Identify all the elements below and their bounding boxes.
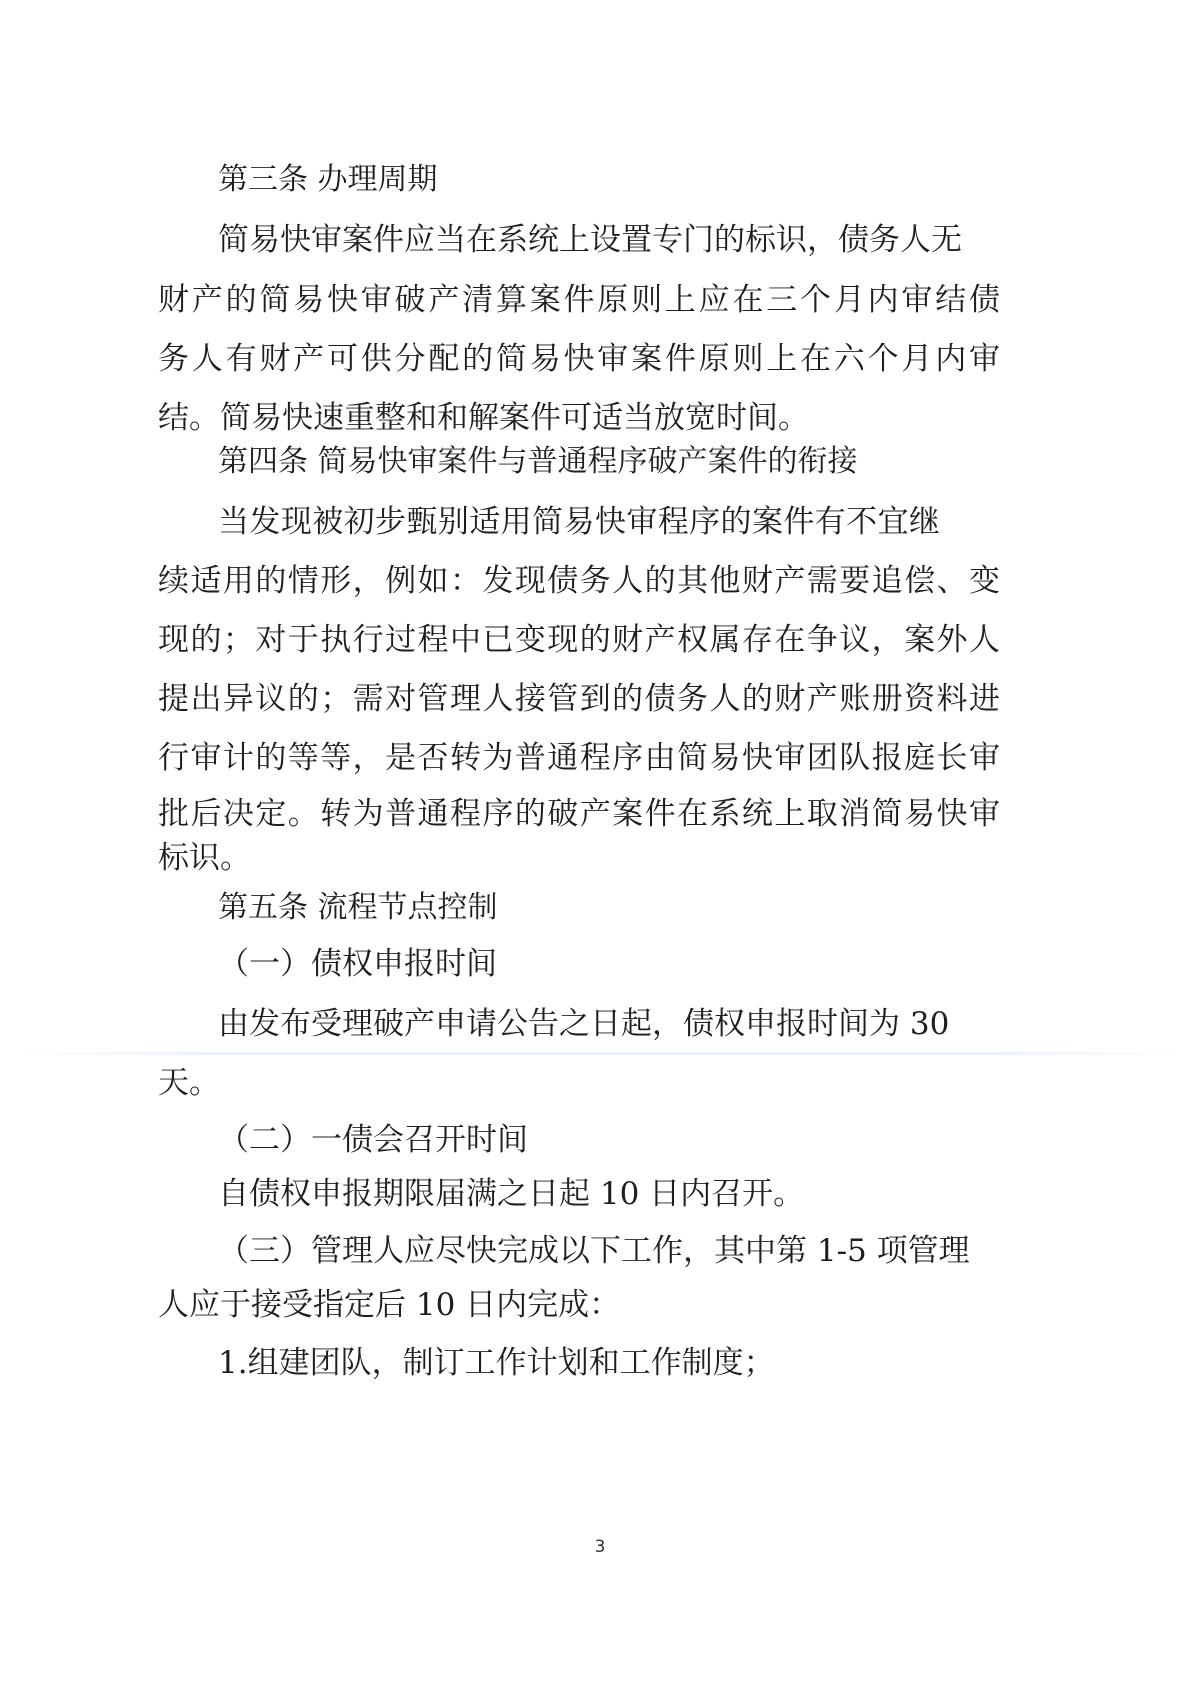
article-5-sub2-line-1: 自债权申报期限届满之日起 10 日内召开。 (218, 1176, 805, 1212)
scan-artifact (0, 1052, 1200, 1055)
article-5-sub1-title: （一）债权申报时间 (218, 946, 497, 982)
article-5-item-1: 1.组建团队，制订工作计划和工作制度； (218, 1345, 775, 1381)
article-4-line-6: 批后决定。转为普通程序的破产案件在系统上取消简易快审 (158, 796, 1000, 832)
article-3-line-3: 务人有财产可供分配的简易快审案件原则上在六个月内审 (158, 341, 1000, 377)
article-3-heading: 第三条 办理周期 (218, 162, 438, 197)
article-4-line-3: 现的；对于执行过程中已变现的财产权属存在争议，案外人 (158, 622, 1000, 658)
article-3-line-1: 简易快审案件应当在系统上设置专门的标识，债务人无 (218, 222, 962, 258)
article-5-sub1-line-1: 由发布受理破产申请公告之日起，债权申报时间为 30 (218, 1006, 950, 1042)
page-number: 3 (594, 1537, 606, 1557)
article-4-line-5: 行审计的等等，是否转为普通程序由简易快审团队报庭长审 (158, 740, 1000, 776)
article-3-line-4: 结。简易快速重整和和解案件可适当放宽时间。 (158, 400, 809, 436)
article-5-heading: 第五条 流程节点控制 (218, 890, 498, 925)
article-5-sub2-title: （二）一债会召开时间 (218, 1122, 528, 1158)
article-5-sub1-line-2: 天。 (158, 1065, 220, 1101)
article-3-line-2: 财产的简易快审破产清算案件原则上应在三个月内审结债 (158, 282, 1000, 318)
article-4-line-1: 当发现被初步甄别适用简易快审程序的案件有不宜继 (218, 504, 940, 540)
article-5-sub3-line-1: （三）管理人应尽快完成以下工作，其中第 1-5 项管理 (218, 1233, 970, 1269)
article-4-line-2: 续适用的情形，例如：发现债务人的其他财产需要追偿、变 (158, 563, 1000, 599)
article-4-line-4: 提出异议的；需对管理人接管到的债务人的财产账册资料进 (158, 681, 1000, 717)
article-4-heading: 第四条 简易快审案件与普通程序破产案件的衔接 (218, 444, 858, 479)
article-4-line-7: 标识。 (158, 840, 251, 876)
article-5-sub3-line-2: 人应于接受指定后 10 日内完成： (158, 1287, 621, 1323)
